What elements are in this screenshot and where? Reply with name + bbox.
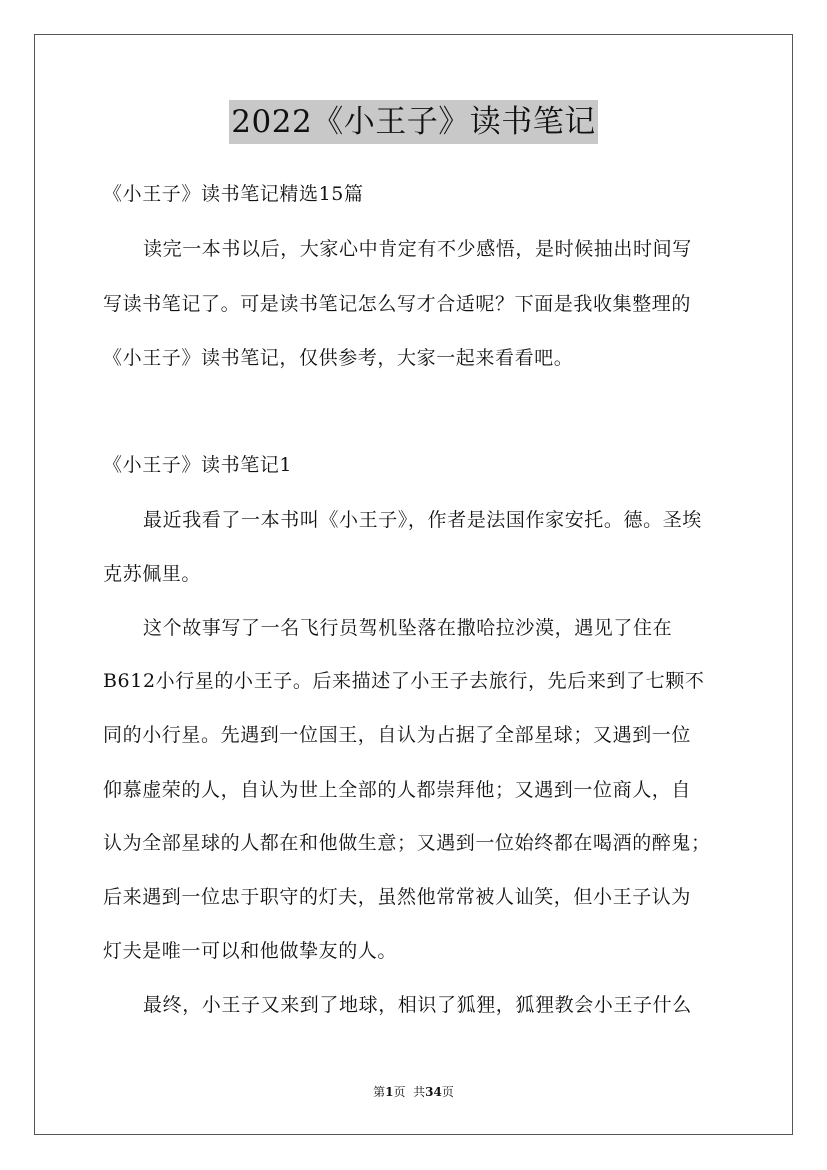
paragraph-line: 最近我看了一本书叫《小王子》，作者是法国作家安托。德。圣埃 (143, 509, 702, 531)
paragraph-line: 认为全部星球的人都在和他做生意；又遇到一位始终都在喝酒的醉鬼； (103, 832, 711, 854)
paragraph-line: 后来遇到一位忠于职守的灯夫，虽然他常常被人讪笑，但小王子认为 (103, 886, 692, 908)
paragraph-line: 《小王子》读书笔记，仅供参考，大家一起来看看吧。 (103, 347, 574, 369)
footer-current-page: 1 (385, 1085, 394, 1099)
paragraph-line: 仰慕虚荣的人，自认为世上全部的人都崇拜他；又遇到一位商人，自 (103, 779, 692, 801)
document-title: 2022《小王子》读书笔记 (229, 100, 597, 144)
section-heading: 《小王子》读书笔记1 (103, 454, 293, 476)
paragraph-line: 灯夫是唯一可以和他做挚友的人。 (103, 940, 398, 962)
paragraph-line: 这个故事写了一名飞行员驾机坠落在撒哈拉沙漠，遇见了住在 (143, 617, 673, 639)
page-footer (0, 1084, 827, 1100)
footer-suffix: 页 (441, 1085, 454, 1099)
paragraph-line: B612小行星的小王子。后来描述了小王子去旅行，先后来到了七颗不 (103, 670, 705, 692)
paragraph-line: 最终，小王子又来到了地球，相识了狐狸，狐狸教会小王子什么 (143, 994, 692, 1016)
paragraph-line: 同的小行星。先遇到一位国王，自认为占据了全部星球；又遇到一位 (103, 724, 692, 746)
title-container (0, 100, 827, 144)
footer-prefix: 第 (373, 1085, 386, 1099)
paragraph-line: 克苏佩里。 (103, 563, 202, 585)
footer-total-pages: 34 (425, 1085, 442, 1099)
paragraph-line: 读完一本书以后，大家心中肯定有不少感悟，是时候抽出时间写 (143, 238, 692, 260)
subtitle-line: 《小王子》读书笔记精选15篇 (103, 183, 364, 205)
footer-mid: 页 共 (393, 1085, 426, 1099)
paragraph-line: 写读书笔记了。可是读书笔记怎么写才合适呢？下面是我收集整理的 (103, 293, 692, 315)
